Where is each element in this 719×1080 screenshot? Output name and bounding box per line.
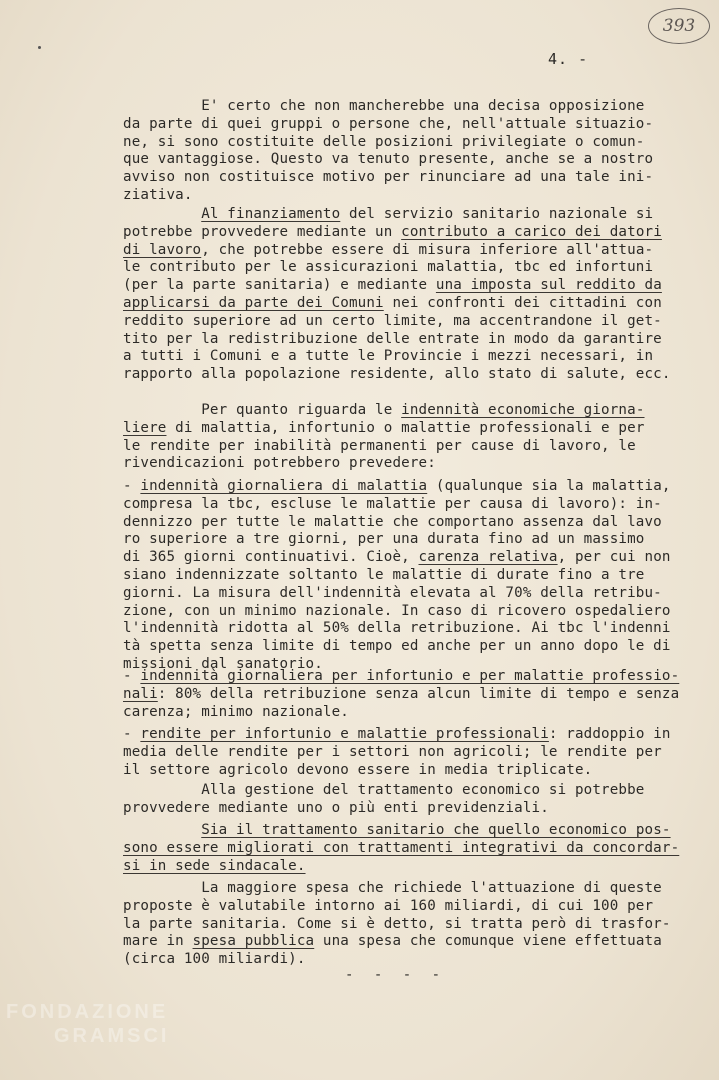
text-line: que vantaggiose. Questo va tenuto presente, anche se a nostro — [123, 151, 654, 168]
text-line: missioni dal sanatorio. — [123, 655, 323, 672]
text-line: avviso non costituisce motivo per rinunciare ad una tale ini- — [123, 169, 654, 186]
archive-number-stamp: 393 — [648, 8, 710, 44]
text-line: rivendicazioni potrebbero prevedere: — [123, 455, 436, 472]
text-line: tito per la redistribuzione delle entrate in modo da garantire — [123, 330, 662, 347]
text-line: liere di malattia, infortunio o malattie professionali e per — [123, 419, 645, 436]
text-line: (circa 100 miliardi). — [123, 951, 306, 968]
underlined-text: di lavoro — [123, 241, 202, 258]
underlined-text: indennità economiche giorna- — [401, 402, 645, 418]
text-line: rapporto alla popolazione residente, allo stato di salute, ecc. — [123, 366, 671, 383]
underlined-text: indennità giornaliera per infortunio e per malattie professio- — [140, 668, 680, 684]
underlined-text: liere — [123, 419, 167, 436]
text-line: compresa la tbc, escluse le malattie per causa di lavoro): in- — [123, 495, 662, 512]
text-line: zione, con un minimo nazionale. In caso di ricovero ospedaliero — [123, 602, 671, 619]
text-line: applicarsi da parte dei Comuni nei confronti dei cittadini con — [123, 294, 662, 311]
item-pensions — [123, 726, 683, 779]
text-line: Alla gestione del trattamento economico si potrebbe — [123, 782, 645, 798]
text-line: reddito superiore ad un certo limite, ma accentrandone il get- — [123, 312, 662, 329]
paragraph-management — [123, 782, 683, 818]
text-line: La maggiore spesa che richiede l'attuazione di queste — [123, 880, 662, 896]
text-line: - indennità giornaliera di malattia (qualunque sia la malattia, — [123, 478, 671, 494]
text-line: da parte di quei gruppi o persone che, nell'attuale situazio- — [123, 115, 654, 132]
underlined-text: si in sede sindacale. — [123, 857, 306, 874]
text-line: la parte sanitaria. Come si è detto, si tratta però di trasfor- — [123, 915, 671, 932]
text-line: ziativa. — [123, 186, 193, 203]
text-line: provvedere mediante uno o più enti previdenziali. — [123, 799, 549, 816]
paragraph-integrative — [123, 822, 683, 875]
text-line: ne, si sono costituite delle posizioni privilegiate o comun- — [123, 133, 645, 150]
text-line: ro superiore a tre giorni, per una durata fino ad un massimo — [123, 531, 645, 548]
watermark-line: GRAMSCI — [54, 1025, 170, 1047]
watermark — [6, 1000, 169, 1048]
underlined-text: nali — [123, 685, 158, 702]
item-sickness-indemnity — [123, 478, 683, 674]
underlined-text: contributo a carico dei datori — [401, 223, 662, 240]
text-line: il settore agricolo devono essere in media triplicate. — [123, 761, 593, 778]
text-line: a tutti i Comuni e a tutte le Provincie i mezzi necessari, in — [123, 348, 654, 365]
text-line: giorni. La misura dell'indennità elevata al 70% della retribu- — [123, 584, 662, 601]
text-line: - rendite per infortunio e malattie professionali: raddoppio in — [123, 726, 671, 742]
item-injury-indemnity — [123, 668, 683, 721]
text-line: proposte è valutabile intorno ai 160 miliardi, di cui 100 per — [123, 897, 654, 914]
underlined-text: spesa pubblica — [192, 933, 315, 950]
underlined-text: sono essere migliorati con trattamenti integrativi da concordar- — [123, 839, 680, 856]
text-line: dennizzo per tutte le malattie che comportano assenza dal lavo — [123, 513, 662, 530]
text-line — [123, 858, 683, 876]
text-line: mare in spesa pubblica una spesa che comunque viene effettuata — [123, 933, 662, 950]
underlined-text: Sia il trattamento sanitario che quello economico pos- — [201, 822, 671, 838]
text-line: le rendite per inabilità permanenti per cause di lavoro, le — [123, 437, 636, 454]
text-line — [123, 840, 683, 858]
paragraph-expenditure — [123, 880, 683, 969]
underlined-text: Al finanziamento — [201, 206, 341, 222]
ink-dot — [38, 46, 41, 49]
text-line: media delle rendite per i settori non agricoli; le rendite per — [123, 743, 662, 760]
text-line: nali: 80% della retribuzione senza alcun limite di tempo e senza — [123, 685, 680, 702]
text-line: di 365 giorni continuativi. Cioè, carenza relativa, per cui non — [123, 549, 671, 566]
underlined-text: una imposta sul reddito da — [435, 277, 662, 294]
underlined-text: indennità giornaliera di malattia — [140, 478, 428, 494]
page-number: 4. - — [548, 50, 589, 68]
text-line: - indennità giornaliera per infortunio e per malattie professio- — [123, 668, 680, 684]
underlined-text: rendite per infortunio e malattie professionali — [140, 726, 549, 742]
underlined-text: carenza relativa — [418, 549, 558, 566]
text-line: tà spetta senza limite di tempo ed anche per un anno dopo le di — [123, 638, 671, 655]
text-line: Per quanto riguarda le indennità economiche giorna- — [123, 402, 645, 418]
text-line — [123, 822, 683, 840]
paragraph-indemnities-intro — [123, 402, 683, 473]
text-line: di lavoro, che potrebbe essere di misura inferiore all'attua- — [123, 241, 654, 258]
end-mark: - - - - — [345, 967, 447, 983]
paragraph-financing — [123, 206, 683, 384]
text-line: l'indennità ridotta al 50% della retribuzione. Ai tbc l'indenni — [123, 620, 671, 637]
paragraph-opposition — [123, 98, 683, 205]
text-line: carenza; minimo nazionale. — [123, 703, 349, 720]
underlined-text: applicarsi da parte dei Comuni — [123, 294, 384, 311]
text-line: Al finanziamento del servizio sanitario nazionale si — [201, 206, 654, 222]
text-line: (per la parte sanitaria) e mediante una imposta sul reddito da — [123, 277, 662, 294]
text-line: siano indennizzate soltanto le malattie di durate fino a tre — [123, 566, 645, 583]
text-line: potrebbe provvedere mediante un contributo a carico dei datori — [123, 223, 662, 240]
text-line: le contributo per le assicurazioni malattia, tbc ed infortuni — [123, 259, 654, 276]
text-line: E' certo che non mancherebbe una decisa opposizione — [123, 98, 645, 114]
watermark-line: FONDAZIONE — [6, 1001, 169, 1023]
